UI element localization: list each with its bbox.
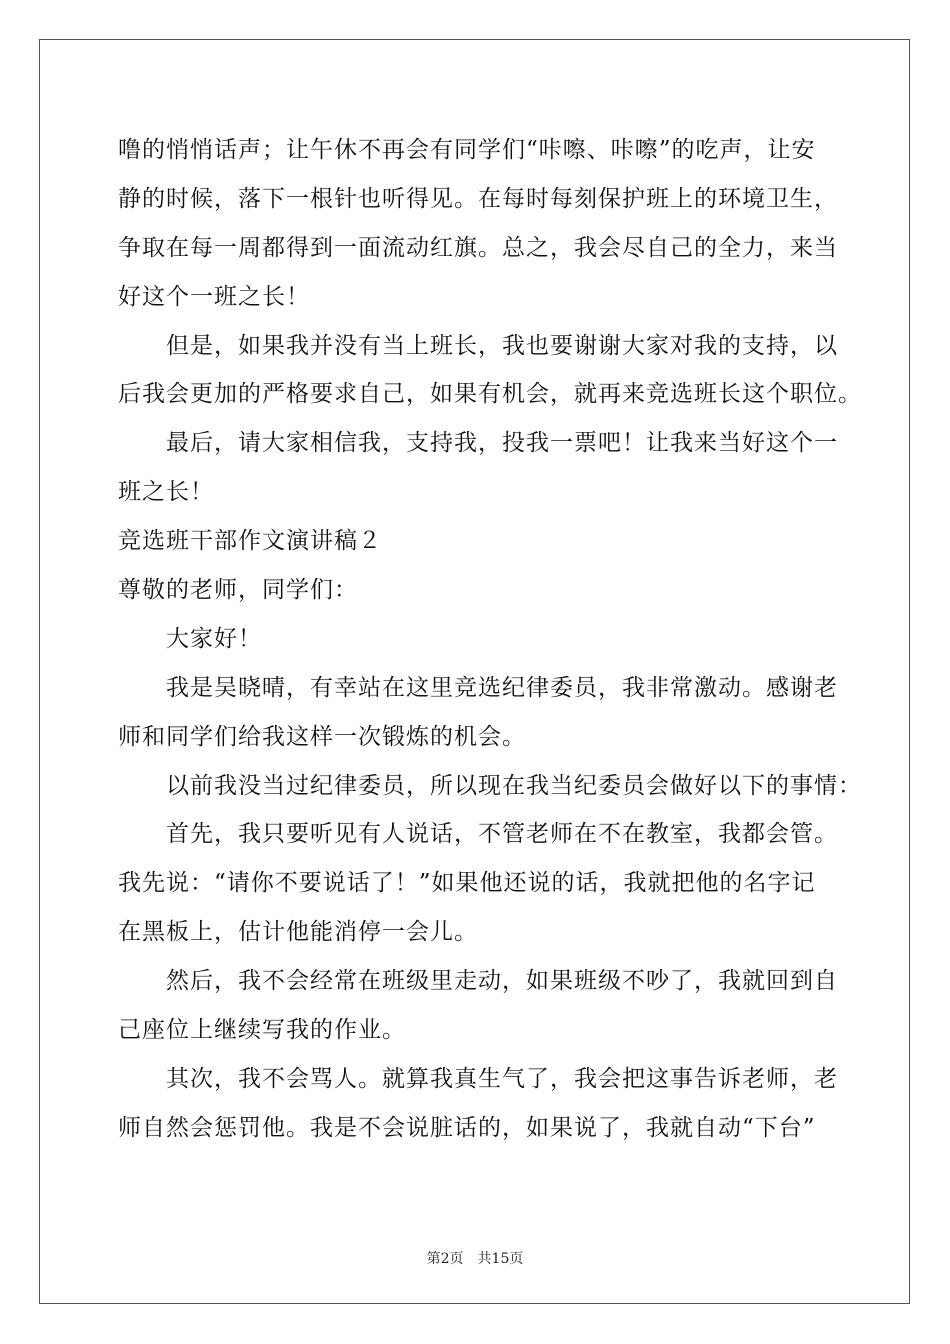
- current-page-number: 第2页: [426, 1251, 464, 1267]
- text-line: 最后，请大家相信我，支持我，投我一票吧！让我来当好这个一: [166, 430, 838, 457]
- text-line: 班之长！: [118, 479, 214, 506]
- text-line: 但是，如果我并没有当上班长，我也要谢谢大家对我的支持，以: [166, 332, 838, 359]
- text-line: 首先，我只要听见有人说话，不管老师在不在教室，我都会管。: [166, 821, 838, 848]
- text-line: 我是吴晓晴，有幸站在这里竞选纪律委员，我非常激动。感谢老: [166, 674, 838, 701]
- text-line: 己座位上继续写我的作业。: [118, 1017, 406, 1044]
- text-line: 师自然会惩罚他。我是不会说脏话的，如果说了，我就自动“下台”: [118, 1114, 816, 1141]
- total-page-count: 共15页: [477, 1251, 524, 1267]
- text-line: 静的时候，落下一根针也听得见。在每时每刻保护班上的环境卫生，: [118, 185, 838, 212]
- text-line: 以前我没当过纪律委员，所以现在我当纪委员会做好以下的事情：: [166, 772, 862, 799]
- text-line: 竞选班干部作文演讲稿２: [118, 528, 382, 555]
- document-body: [118, 126, 862, 1153]
- text-line: 我先说：“请你不要说话了！”如果他还说的话，我就把他的名字记: [118, 870, 816, 897]
- text-line: 师和同学们给我这样一次锻炼的机会。: [118, 723, 526, 750]
- text-line: 好这个一班之长！: [118, 283, 310, 310]
- text-line: 其次，我不会骂人。就算我真生气了，我会把这事告诉老师，老: [166, 1065, 838, 1092]
- text-line: 然后，我不会经常在班级里走动，如果班级不吵了，我就回到自: [166, 968, 838, 995]
- text-line: 尊敬的老师，同学们：: [118, 577, 358, 604]
- text-line: 在黑板上，估计他能消停一会儿。: [118, 919, 478, 946]
- page-footer: [0, 1248, 950, 1268]
- text-line: 大家好！: [166, 625, 262, 652]
- text-line: 争取在每一周都得到一面流动红旗。总之，我会尽自己的全力，来当: [118, 234, 838, 261]
- text-line: 后我会更加的严格要求自己，如果有机会，就再来竞选班长这个职位。: [118, 381, 862, 408]
- text-line: 噜的悄悄话声；让午休不再会有同学们“咔嚓、咔嚓”的吃声，让安: [118, 137, 816, 163]
